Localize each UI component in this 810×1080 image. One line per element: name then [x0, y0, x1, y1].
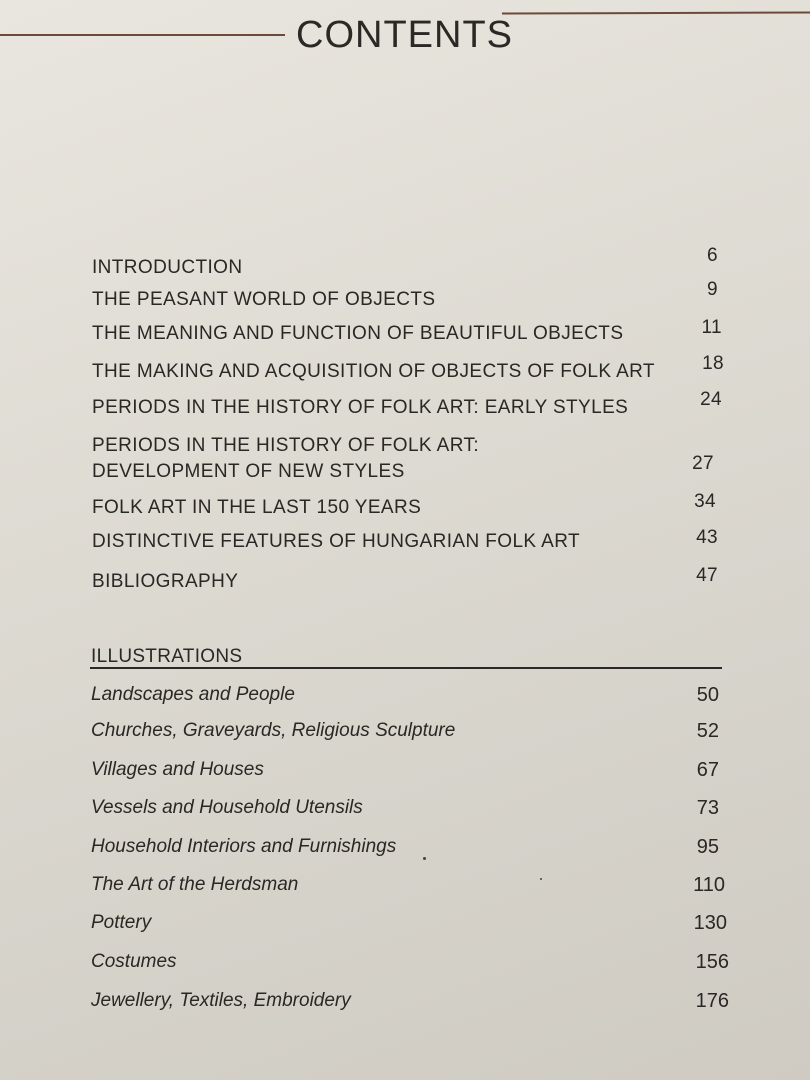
toc-entry-page: 18 [702, 353, 724, 374]
toc-entry-page: 47 [696, 565, 718, 586]
illustration-entry-page: 52 [696, 720, 719, 742]
illustration-entry-label: Pottery [91, 912, 152, 933]
toc-entry-label: BIBLIOGRAPHY [92, 571, 239, 592]
illustration-entry-page: 73 [696, 797, 719, 819]
toc-entry-label: THE MEANING AND FUNCTION OF BEAUTIFUL OBJECTS [92, 323, 624, 344]
toc-entry-page: 34 [694, 491, 716, 512]
illustration-entry-label: The Art of the Herdsman [91, 874, 299, 895]
illustrations-header: ILLUSTRATIONS [91, 646, 243, 667]
toc-entry-label: THE MAKING AND ACQUISITION OF OBJECTS OF FOLK ART [92, 361, 655, 382]
toc-entry-label: FOLK ART IN THE LAST 150 YEARS [92, 497, 422, 518]
illustrations-rule [90, 667, 722, 669]
toc-entry-page: 11 [701, 317, 722, 338]
illustration-entry-label: Jewellery, Textiles, Embroidery [91, 990, 351, 1011]
title-rule-left [0, 34, 285, 36]
toc-entry-label: THE PEASANT WORLD OF OBJECTS [92, 289, 436, 310]
page-title: CONTENTS [296, 14, 513, 56]
illustration-entry-label: Churches, Graveyards, Religious Sculpture [91, 720, 456, 741]
illustration-entry-label: Vessels and Household Utensils [91, 797, 363, 818]
toc-entry-label: DEVELOPMENT OF NEW STYLES [92, 461, 405, 482]
toc-entry-label: PERIODS IN THE HISTORY OF FOLK ART: [92, 435, 480, 456]
toc-entry-label: PERIODS IN THE HISTORY OF FOLK ART: EARLY STYLES [92, 397, 629, 418]
illustration-entry-page: 95 [696, 836, 719, 858]
speck-mark [423, 857, 426, 860]
toc-entry-page: 27 [692, 453, 714, 474]
title-rule-right [502, 11, 810, 14]
illustration-entry-page: 176 [695, 990, 729, 1012]
illustration-entry-label: Landscapes and People [91, 684, 295, 705]
illustration-entry-page: 67 [696, 759, 719, 781]
toc-entry-label: DISTINCTIVE FEATURES OF HUNGARIAN FOLK ART [92, 531, 580, 552]
toc-entry-page: 24 [700, 389, 722, 410]
illustration-entry-page: 50 [696, 684, 719, 706]
toc-entry-page: 43 [696, 527, 718, 548]
toc-entry-label: INTRODUCTION [92, 257, 243, 278]
illustration-entry-label: Villages and Houses [91, 759, 264, 780]
speck-mark [540, 878, 542, 880]
illustration-entry-page: 110 [693, 874, 725, 896]
illustration-entry-label: Costumes [91, 951, 177, 972]
toc-entry-page: 6 [707, 245, 718, 266]
illustration-entry-page: 156 [695, 951, 729, 973]
toc-entry-page: 9 [707, 279, 718, 300]
illustration-entry-label: Household Interiors and Furnishings [91, 836, 397, 857]
illustration-entry-page: 130 [693, 912, 727, 934]
